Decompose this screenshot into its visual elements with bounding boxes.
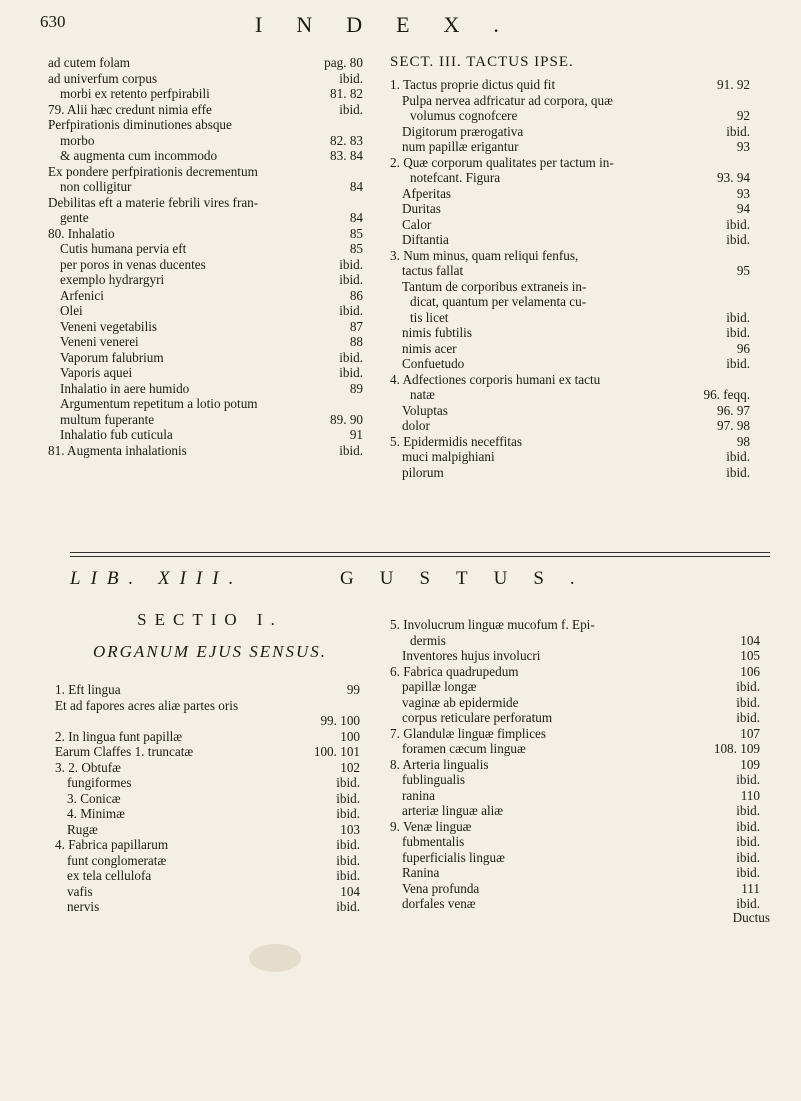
index-entry xyxy=(390,865,760,881)
entry-page-ref: ibid. xyxy=(736,710,760,725)
index-entry xyxy=(390,788,760,804)
entry-text: muci malpighiani xyxy=(402,449,495,464)
entry-text: Tantum de corporibus extraneis in- xyxy=(402,278,587,294)
index-entry xyxy=(390,418,750,434)
page-header xyxy=(40,12,760,38)
index-entry xyxy=(390,186,750,202)
index-entry xyxy=(55,884,360,900)
index-entry xyxy=(48,195,363,211)
entry-text: 3. 2. Obtufæ xyxy=(55,759,121,775)
entry-page-ref: ibid. xyxy=(736,865,760,880)
index-entry xyxy=(390,155,750,171)
entry-text: nimis acer xyxy=(402,340,457,356)
entry-text: nimis fubtilis xyxy=(402,325,472,340)
index-entry xyxy=(390,325,750,341)
entry-text: per poros in venas ducentes xyxy=(60,256,206,272)
entry-text: 2. Quæ corporum qualitates per tactum in- xyxy=(390,154,614,170)
index-entry xyxy=(48,210,363,226)
page-number: 630 xyxy=(40,12,66,31)
entry-page-ref: ibid. xyxy=(336,806,360,821)
entry-text: Olei xyxy=(60,303,83,318)
index-entry xyxy=(390,93,750,109)
entry-page-ref: 83. 84 xyxy=(330,148,363,163)
index-entry xyxy=(48,381,363,397)
index-entry xyxy=(48,272,363,288)
entry-text: 2. In lingua funt papillæ xyxy=(55,728,183,744)
entry-text: dermis xyxy=(410,632,446,648)
organum-heading: ORGANUM EJUS SENSUS. xyxy=(92,642,328,661)
entry-page-ref: 85 xyxy=(349,241,363,256)
entry-text: Vena profunda xyxy=(402,880,480,896)
entry-text: corpus reticulare perforatum xyxy=(402,710,553,725)
entry-text: morbi ex retento perfpirabili xyxy=(60,86,210,101)
index-entry xyxy=(48,133,363,149)
entry-text: dolor xyxy=(402,418,430,433)
entry-page-ref: 104 xyxy=(740,632,760,648)
entry-page-ref: 102 xyxy=(340,759,360,775)
entry-text: & augmenta cum incommodo xyxy=(60,148,218,163)
entry-text: 4. Fabrica papillarum xyxy=(55,837,169,852)
entry-text: vafis xyxy=(67,883,93,899)
entry-page-ref: 93 xyxy=(736,139,750,154)
entry-page-ref: 107 xyxy=(740,725,760,741)
entry-text: 80. Inhalatio xyxy=(48,225,115,241)
entry-text: Inhalatio in aere humido xyxy=(60,380,190,396)
bottom-left-column xyxy=(55,682,360,915)
index-entry xyxy=(390,679,760,695)
entry-page-ref: 95 xyxy=(736,263,750,278)
index-entry xyxy=(48,319,363,335)
index-entry xyxy=(390,834,760,850)
entry-text: Voluptas xyxy=(402,402,448,418)
entry-page-ref: 111 xyxy=(741,880,760,896)
entry-page-ref: 92 xyxy=(736,108,750,123)
entry-text: tactus fallat xyxy=(402,263,464,278)
entry-text: arteriæ linguæ aliæ xyxy=(402,803,504,818)
entry-page-ref: 108. 109 xyxy=(713,741,760,756)
entry-text: 81. Augmenta inhalationis xyxy=(48,442,187,458)
entry-text: 3. Num minus, quam reliqui fenfus, xyxy=(390,247,579,263)
entry-text: 3. Conicæ xyxy=(67,790,121,806)
index-entry xyxy=(48,303,363,319)
entry-text: 6. Fabrica quadrupedum xyxy=(390,663,519,679)
entry-text: pilorum xyxy=(402,464,444,480)
index-entry xyxy=(55,729,360,745)
entry-text: Et ad fapores acres aliæ partes oris xyxy=(55,697,239,713)
entry-page-ref: 82. 83 xyxy=(330,132,363,148)
entry-page-ref: ibid. xyxy=(339,272,363,287)
entry-page-ref: ibid. xyxy=(339,70,363,86)
entry-text: ex tela cellulofa xyxy=(67,868,152,883)
entry-text: foramen cæcum linguæ xyxy=(402,741,526,756)
index-entry xyxy=(48,148,363,164)
index-entry xyxy=(48,179,363,195)
index-entry xyxy=(55,868,360,884)
index-entry xyxy=(390,217,750,233)
index-entry xyxy=(48,412,363,428)
bottom-right-column xyxy=(390,617,760,912)
entry-text: 79. Alii hæc credunt nimia effe xyxy=(48,101,212,117)
page-title: INDEX. xyxy=(255,12,533,37)
entry-text: 1. Tactus proprie dictus quid fit xyxy=(390,77,556,92)
entry-text: Ranina xyxy=(402,865,440,880)
entry-text: funt conglomeratæ xyxy=(67,852,167,868)
entry-page-ref: ibid. xyxy=(726,123,750,139)
entry-text: num papillæ erigantur xyxy=(402,139,519,154)
index-entry xyxy=(390,232,750,248)
divider-rule xyxy=(70,552,770,553)
entry-text: Digitorum prærogativa xyxy=(402,123,524,139)
entry-text: Inventores hujus involucri xyxy=(402,648,541,663)
index-entry xyxy=(390,170,750,186)
entry-text: Vaporum falubrium xyxy=(60,349,164,365)
index-entry xyxy=(390,279,750,295)
index-entry xyxy=(390,341,750,357)
entry-text: non colligitur xyxy=(60,179,132,194)
entry-text: dorfales venæ xyxy=(402,896,476,911)
entry-page-ref: 81. 82 xyxy=(330,86,363,101)
entry-page-ref: 105 xyxy=(740,648,760,663)
entry-page-ref: ibid. xyxy=(336,837,360,852)
entry-text: 5. Involucrum linguæ mucofum f. Epi- xyxy=(390,617,595,632)
entry-text: Inhalatio fub cuticula xyxy=(60,427,173,442)
index-entry xyxy=(390,403,750,419)
entry-text: exemplo hydrargyri xyxy=(60,272,165,287)
index-entry xyxy=(55,899,360,915)
entry-text: Diftantia xyxy=(402,232,449,247)
divider-rule xyxy=(70,556,770,557)
index-entry xyxy=(55,775,360,791)
index-entry xyxy=(55,760,360,776)
entry-text: Afperitas xyxy=(402,185,452,201)
index-entry xyxy=(390,726,760,742)
entry-page-ref: ibid. xyxy=(726,216,750,232)
entry-text: Veneni vegetabilis xyxy=(60,318,158,334)
index-entry xyxy=(390,77,750,93)
index-entry xyxy=(390,387,750,403)
entry-page-ref: 91 xyxy=(349,427,363,442)
index-entry xyxy=(390,664,760,680)
entry-text: ad cutem folam xyxy=(48,55,131,70)
entry-page-ref: ibid. xyxy=(339,101,363,117)
entry-page-ref: 86 xyxy=(349,287,363,303)
index-entry xyxy=(48,86,363,102)
index-entry xyxy=(390,139,750,155)
entry-page-ref: ibid. xyxy=(336,775,360,790)
entry-page-ref: 97. 98 xyxy=(717,418,750,433)
entry-page-ref: 100. 101 xyxy=(313,744,360,759)
index-entry xyxy=(390,803,760,819)
index-entry xyxy=(390,201,750,217)
entry-text: ad univerfum corpus xyxy=(48,70,158,86)
index-entry xyxy=(390,124,750,140)
catchword-text: Ductus xyxy=(732,910,770,925)
index-entry xyxy=(48,396,363,412)
index-entry xyxy=(390,881,760,897)
index-entry xyxy=(55,853,360,869)
index-entry xyxy=(48,443,363,459)
index-entry xyxy=(390,372,750,388)
entry-page-ref: ibid. xyxy=(726,232,750,247)
index-entry xyxy=(390,294,750,310)
entry-page-ref: ibid. xyxy=(339,349,363,365)
entry-text: 8. Arteria lingualis xyxy=(390,756,489,772)
index-entry xyxy=(390,850,760,866)
entry-page-ref: ibid. xyxy=(336,790,360,806)
entry-page-ref: 103 xyxy=(340,821,360,837)
entry-page-ref: 100 xyxy=(340,728,360,744)
index-entry xyxy=(390,741,760,757)
index-entry xyxy=(48,350,363,366)
entry-page-ref: 84 xyxy=(349,179,363,194)
index-entry xyxy=(48,226,363,242)
entry-page-ref: ibid. xyxy=(736,803,760,818)
entry-text: Rugæ xyxy=(67,821,98,837)
entry-page-ref: ibid. xyxy=(726,325,750,340)
entry-page-ref: ibid. xyxy=(736,679,760,694)
entry-page-ref: 104 xyxy=(340,883,360,899)
entry-text: ranina xyxy=(402,787,435,803)
entry-page-ref: 84 xyxy=(349,210,363,225)
index-entry xyxy=(55,791,360,807)
paper-stain xyxy=(245,938,305,978)
catchword xyxy=(640,910,770,926)
index-entry xyxy=(48,427,363,443)
index-entry xyxy=(390,310,750,326)
entry-page-ref: 89 xyxy=(349,380,363,396)
entry-page-ref: ibid. xyxy=(736,834,760,849)
index-entry xyxy=(55,682,360,698)
entry-page-ref: 99. 100 xyxy=(320,713,360,728)
entry-page-ref: ibid. xyxy=(336,899,360,914)
index-entry xyxy=(390,757,760,773)
index-entry xyxy=(390,434,750,450)
entry-page-ref: 96. 97 xyxy=(717,402,750,418)
entry-text: Veneni venerei xyxy=(60,334,139,349)
entry-text: Duritas xyxy=(402,201,441,216)
entry-page-ref: ibid. xyxy=(726,449,750,464)
entry-page-ref: ibid. xyxy=(339,365,363,380)
index-entry xyxy=(390,449,750,465)
entry-text: 7. Glandulæ linguæ fimplices xyxy=(390,725,547,741)
section-heading-tactus: SECT. III. TACTUS IPSE. xyxy=(390,54,574,70)
index-entry xyxy=(55,713,360,729)
entry-text: fuperficialis linguæ xyxy=(402,849,505,865)
index-entry xyxy=(48,365,363,381)
entry-page-ref: 99 xyxy=(346,682,360,697)
entry-text: Vaporis aquei xyxy=(60,365,133,380)
entry-page-ref: 89. 90 xyxy=(330,411,363,427)
entry-text: dicat, quantum per velamenta cu- xyxy=(410,294,587,309)
index-entry xyxy=(390,108,750,124)
index-entry xyxy=(390,248,750,264)
entry-text: vaginæ ab epidermide xyxy=(402,694,519,710)
entry-text: Pulpa nervea adfricatur ad corpora, quæ xyxy=(402,92,613,108)
sectio-heading: SECTIO I. xyxy=(137,610,283,629)
top-right-column xyxy=(390,55,750,480)
entry-text: gente xyxy=(60,210,89,225)
entry-page-ref: ibid. xyxy=(726,309,750,325)
entry-text: Calor xyxy=(402,216,432,232)
entry-text: papillæ longæ xyxy=(402,679,477,694)
index-entry xyxy=(390,465,750,481)
entry-page-ref: 93. 94 xyxy=(717,170,750,185)
index-entry xyxy=(48,164,363,180)
entry-page-ref: 94 xyxy=(736,201,750,216)
entry-text: Earum Claffes 1. truncatæ xyxy=(55,744,194,759)
entry-page-ref: 93 xyxy=(736,185,750,201)
entry-text: tis licet xyxy=(410,309,449,325)
index-entry xyxy=(55,744,360,760)
entry-text: fungiformes xyxy=(67,775,132,790)
entry-page-ref: ibid. xyxy=(736,818,760,834)
entry-page-ref: 96 xyxy=(736,340,750,356)
entry-page-ref: 85 xyxy=(349,225,363,241)
entry-page-ref: 98 xyxy=(736,433,750,449)
book-title: GUSTUS. xyxy=(340,568,601,589)
entry-page-ref: 96. feqq. xyxy=(703,387,750,402)
entry-text: 5. Epidermidis neceffitas xyxy=(390,433,522,449)
entry-page-ref: ibid. xyxy=(726,464,750,480)
entry-page-ref: ibid. xyxy=(736,694,760,710)
top-left-column xyxy=(48,55,363,458)
entry-text: 4. Minimæ xyxy=(67,806,125,821)
entry-text: multum fuperante xyxy=(60,411,155,427)
index-entry xyxy=(48,55,363,71)
index-entry xyxy=(390,263,750,279)
entry-page-ref: ibid. xyxy=(736,849,760,865)
book-heading xyxy=(70,568,790,594)
entry-page-ref: pag. 80 xyxy=(324,55,363,70)
entry-text: Argumentum repetitum a lotio potum xyxy=(60,396,258,411)
index-entry xyxy=(390,617,760,633)
entry-text: volumus cognofcere xyxy=(410,108,518,123)
index-entry xyxy=(48,257,363,273)
entry-page-ref: ibid. xyxy=(736,896,760,911)
entry-page-ref: ibid. xyxy=(336,852,360,868)
index-entry xyxy=(48,241,363,257)
entry-text: Arfenici xyxy=(60,287,104,303)
entry-page-ref: ibid. xyxy=(736,772,760,787)
index-entry xyxy=(390,710,760,726)
entry-text: 4. Adfectiones corporis humani ex tactu xyxy=(390,371,601,387)
book-number: LIB. XIII. xyxy=(70,568,244,589)
index-entry xyxy=(48,334,363,350)
index-entry xyxy=(390,633,760,649)
entry-page-ref: ibid. xyxy=(339,256,363,272)
entry-text: Ex pondere perfpirationis decrementum xyxy=(48,163,258,179)
index-entry xyxy=(48,288,363,304)
entry-text: Perfpirationis diminutiones absque xyxy=(48,117,232,132)
index-entry xyxy=(390,648,760,664)
index-entry xyxy=(390,819,760,835)
index-entry xyxy=(390,356,750,372)
entry-text: natæ xyxy=(410,387,435,402)
entry-text: 9. Venæ linguæ xyxy=(390,818,472,834)
entry-page-ref: 87 xyxy=(349,318,363,334)
entry-text: Debilitas eft a materie febrili vires fran- xyxy=(48,194,259,210)
entry-page-ref: ibid. xyxy=(726,356,750,371)
entry-text: Confuetudo xyxy=(402,356,465,371)
entry-page-ref: ibid. xyxy=(336,868,360,883)
index-entry xyxy=(48,117,363,133)
entry-page-ref: ibid. xyxy=(339,303,363,318)
index-entry xyxy=(55,837,360,853)
entry-page-ref: ibid. xyxy=(339,442,363,458)
index-entry xyxy=(390,772,760,788)
entry-text: notefcant. Figura xyxy=(410,170,501,185)
entry-page-ref: 91. 92 xyxy=(717,77,750,92)
entry-page-ref: 106 xyxy=(740,663,760,679)
index-entry xyxy=(48,71,363,87)
entry-page-ref: 109 xyxy=(740,756,760,772)
index-entry xyxy=(48,102,363,118)
entry-text: morbo xyxy=(60,132,95,148)
index-entry xyxy=(390,695,760,711)
entry-text: 1. Eft lingua xyxy=(55,682,121,697)
index-entry xyxy=(55,806,360,822)
entry-text: nervis xyxy=(67,899,100,914)
entry-page-ref: 88 xyxy=(349,334,363,349)
entry-page-ref: 110 xyxy=(740,787,760,803)
entry-text: Cutis humana pervia eft xyxy=(60,241,187,256)
index-entry xyxy=(55,822,360,838)
entry-text: fublingualis xyxy=(402,772,466,787)
entry-text: fubmentalis xyxy=(402,834,465,849)
index-entry xyxy=(55,698,360,714)
